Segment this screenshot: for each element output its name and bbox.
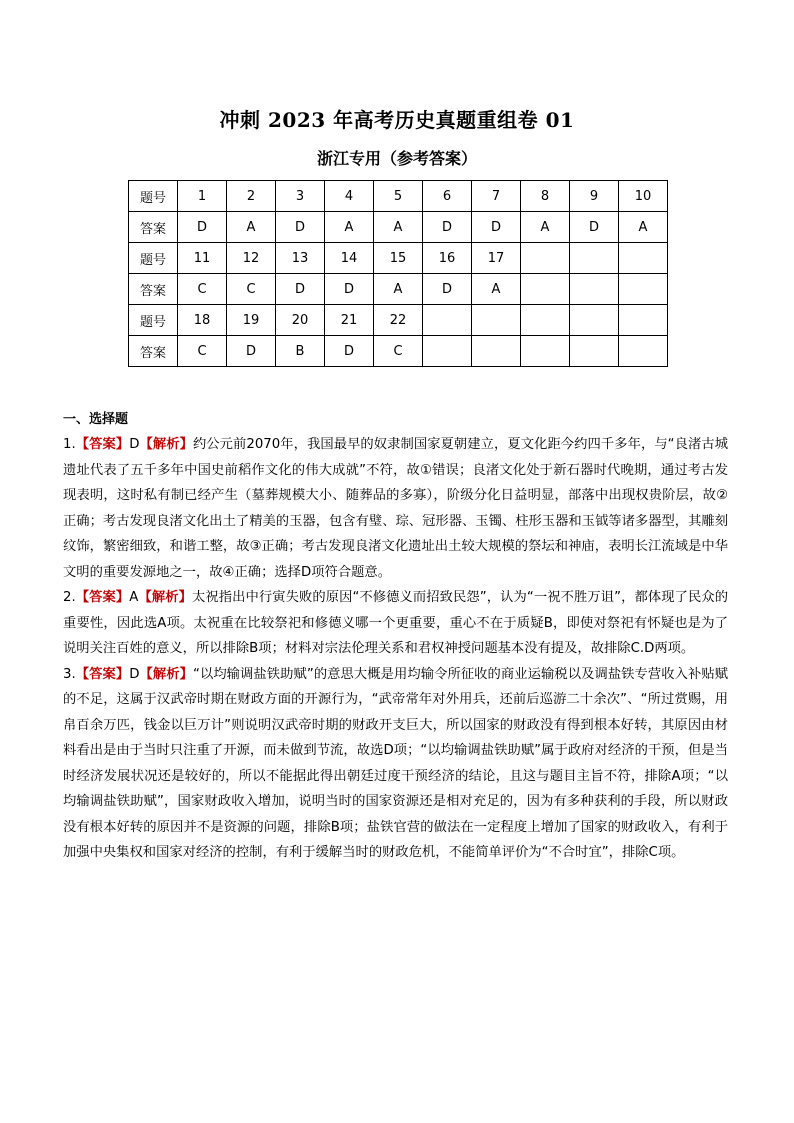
table-cell: D xyxy=(325,274,374,305)
table-cell: D xyxy=(423,274,472,305)
document-title: 冲刺 2023 年高考历史真题重组卷 01 xyxy=(219,108,575,132)
table-cell: A xyxy=(227,212,276,243)
answer-tag: 【答案】 xyxy=(75,590,130,605)
table-row xyxy=(129,212,668,243)
table-row xyxy=(129,243,668,274)
table-cell: C xyxy=(227,274,276,305)
table-cell xyxy=(472,305,521,336)
table-cell: D xyxy=(276,212,325,243)
table-cell xyxy=(521,243,570,274)
table-cell: 20 xyxy=(276,305,325,336)
table-cell xyxy=(521,336,570,367)
table-cell: D xyxy=(423,212,472,243)
table-cell: B xyxy=(276,336,325,367)
answer-table xyxy=(128,180,668,367)
analysis-tag: 【解析】 xyxy=(138,590,192,605)
table-cell: C xyxy=(178,274,227,305)
table-cell xyxy=(619,336,668,367)
answer-explanations xyxy=(63,432,728,866)
table-cell: C xyxy=(178,336,227,367)
table-cell xyxy=(570,336,619,367)
table-cell: 10 xyxy=(619,181,668,212)
table-cell: D xyxy=(570,212,619,243)
analysis-text: “以均输调盐铁助赋”的意思大概是用均输令所征收的商业运输税以及调盐铁专营收入补贴赋的不足，这属于汉武帝时期在财政方面的开源行为，“武帝常年对外用兵，还前后巡游二十余次”、“所过赏赐，用帛百余万匹，钱金以巨万计”则说明汉武帝时期的财政开支巨大，所以国家的财政没有得到根本好转，其原因由材料看出是由于当时只注重了开源，而未做到节流，故选D项；“以均输调盐铁助赋”属于政府对经济的干预，但是当时经济发展状况还是较好的，所以不能据此得出朝廷过度干预经济的结论，且这与题目主旨不符，排除A项；“以均输调盐铁助赋”，国家财政收入增加，说明当时的国家资源还是相对充足的，因为有多种获利的手段，所以财政没有根本好转的原因并不是资源的问题，排除B项；盐铁官营的做法在一定程度上增加了国家的财政收入，有利于加强中央集权和国家对经济的控制，有利于缓解当时的财政危机，不能简单评价为“不合时宜”，排除C项。 xyxy=(63,666,729,860)
row-label: 题号 xyxy=(129,305,178,336)
analysis-tag: 【解析】 xyxy=(139,666,193,682)
explanation-item-3 xyxy=(63,662,728,866)
section-title: 一、选择题 xyxy=(63,412,129,427)
explanation-item-2 xyxy=(63,585,728,662)
table-cell xyxy=(423,305,472,336)
table-cell xyxy=(521,305,570,336)
table-cell: A xyxy=(374,274,423,305)
table-cell: 2 xyxy=(227,181,276,212)
table-cell: 21 xyxy=(325,305,374,336)
table-cell xyxy=(619,274,668,305)
table-cell xyxy=(619,305,668,336)
row-label: 题号 xyxy=(129,243,178,274)
table-cell: D xyxy=(276,274,325,305)
table-cell: 22 xyxy=(374,305,423,336)
analysis-tag: 【解析】 xyxy=(139,437,193,452)
table-cell: 11 xyxy=(178,243,227,274)
answer-letter: D xyxy=(129,666,140,682)
table-cell: 19 xyxy=(227,305,276,336)
table-cell: 18 xyxy=(178,305,227,336)
table-row xyxy=(129,305,668,336)
answer-letter: A xyxy=(129,590,139,605)
table-cell: 4 xyxy=(325,181,374,212)
table-cell xyxy=(570,274,619,305)
table-cell: 15 xyxy=(374,243,423,274)
item-number: 3. xyxy=(63,666,76,682)
table-cell: D xyxy=(472,212,521,243)
row-label: 答案 xyxy=(129,274,178,305)
table-cell: A xyxy=(472,274,521,305)
table-cell xyxy=(570,243,619,274)
table-cell xyxy=(472,336,521,367)
table-cell: 3 xyxy=(276,181,325,212)
table-cell xyxy=(570,305,619,336)
table-cell: D xyxy=(325,336,374,367)
table-cell: A xyxy=(325,212,374,243)
analysis-text: 太祝指出中行寅失败的原因“不修德义而招致民怨”，认为“一祝不胜万诅”，都体现了民众的重要性，因此选A项。太祝重在比较祭祀和修德义哪一个更重要，重心不在于质疑B，即使对祭祀有怀疑也是为了说明关注百姓的意义，所以排除B项；材料对宗法伦理关系和君权神授问题基本没有提及，故排除C.D两项。 xyxy=(63,590,728,656)
table-cell: D xyxy=(227,336,276,367)
row-label: 题号 xyxy=(129,181,178,212)
table-cell xyxy=(619,243,668,274)
table-cell: 13 xyxy=(276,243,325,274)
table-cell xyxy=(521,274,570,305)
table-cell: 9 xyxy=(570,181,619,212)
table-cell: 17 xyxy=(472,243,521,274)
table-cell: 7 xyxy=(472,181,521,212)
table-cell: 5 xyxy=(374,181,423,212)
table-cell: C xyxy=(374,336,423,367)
table-cell: A xyxy=(619,212,668,243)
explanation-item-1 xyxy=(63,432,728,585)
table-cell: 12 xyxy=(227,243,276,274)
table-cell: 6 xyxy=(423,181,472,212)
table-cell: 16 xyxy=(423,243,472,274)
row-label: 答案 xyxy=(129,336,178,367)
table-row xyxy=(129,181,668,212)
analysis-text: 约公元前2070年，我国最早的奴隶制国家夏朝建立，夏文化距今约四千多年，与“良渚古城遗址代表了五千多年中国史前稻作文化的伟大成就”不符，故①错误；良渚文化处于新石器时代晚期，通过考古发现表明，这时私有制已经产生（墓葬规模大小、随葬品的多寡），阶级分化日益明显，部落中出现权贵阶层，故②正确；考古发现良渚文化出土了精美的玉器，包含有璧、琮、冠形器、玉镯、柱形玉器和玉钺等诸多器型，其雕刻纹饰，繁密细致，和谐工整，故③正确；考古发现良渚文化遗址出土较大规模的祭坛和神庙，表明长江流域是中华文明的重要发源地之一，故④正确；选择D项符合题意。 xyxy=(63,437,728,580)
row-label: 答案 xyxy=(129,212,178,243)
table-cell xyxy=(423,336,472,367)
item-number: 1. xyxy=(63,437,76,452)
answer-letter: D xyxy=(129,437,140,452)
document-subtitle: 浙江专用（参考答案） xyxy=(316,149,477,168)
table-row xyxy=(129,336,668,367)
table-cell: A xyxy=(374,212,423,243)
answer-tag: 【答案】 xyxy=(75,437,130,452)
answer-tag: 【答案】 xyxy=(75,666,130,682)
table-cell: A xyxy=(521,212,570,243)
item-number: 2. xyxy=(63,590,76,605)
table-cell: D xyxy=(178,212,227,243)
table-cell: 8 xyxy=(521,181,570,212)
table-cell: 14 xyxy=(325,243,374,274)
table-cell: 1 xyxy=(178,181,227,212)
table-row xyxy=(129,274,668,305)
